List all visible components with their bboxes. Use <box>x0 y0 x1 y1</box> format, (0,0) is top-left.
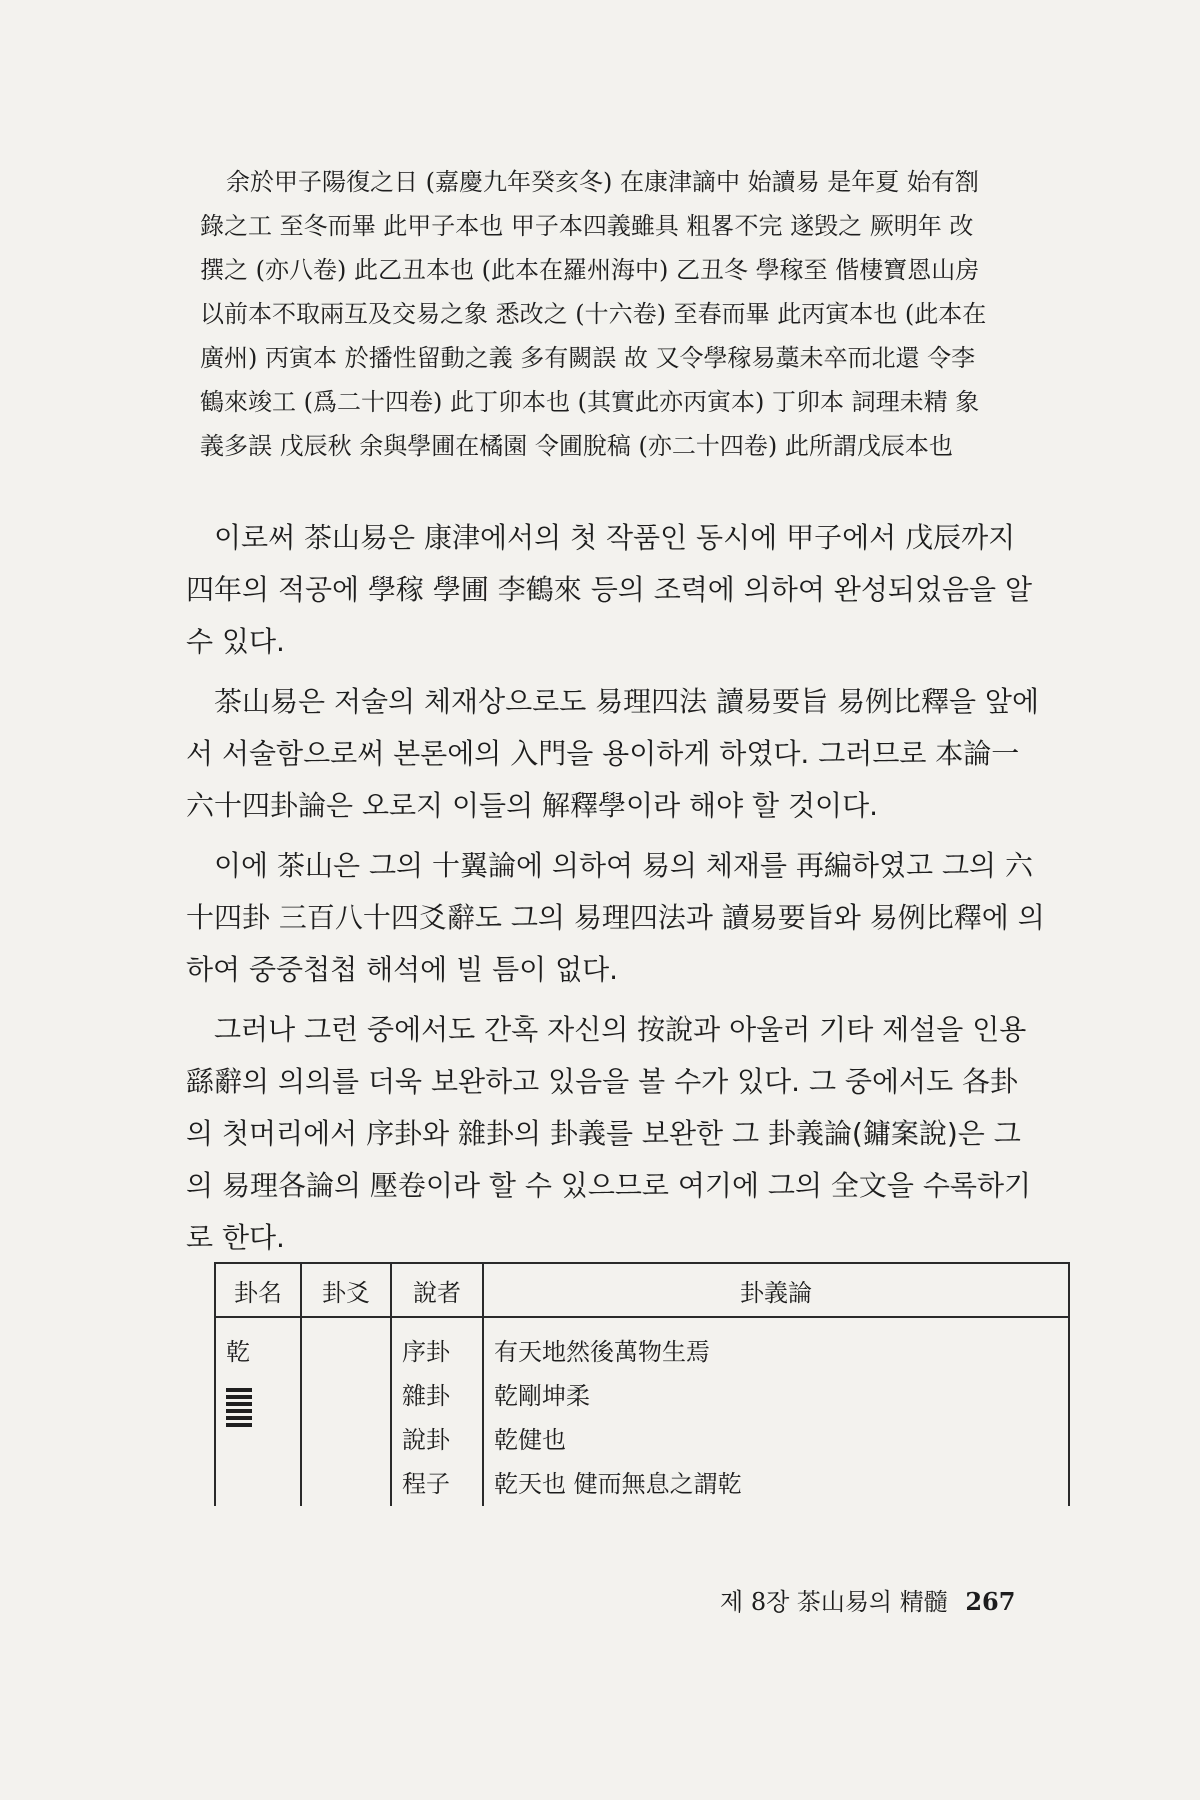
body-text <box>186 512 1086 1272</box>
qian-hexagram-icon <box>226 1388 290 1427</box>
body-line: 四年의 적공에 學稼 學圃 李鶴來 등의 조력에 의하여 완성되었음을 알 <box>186 573 1033 606</box>
body-line: 이에 茶山은 그의 十翼論에 의하여 易의 체재를 再編하였고 그의 六 <box>214 849 1033 882</box>
meaning-cell <box>483 1317 1069 1506</box>
body-line: 繇辭의 의의를 더욱 보완하고 있음을 볼 수가 있다. 그 중에서도 各卦 <box>186 1065 1019 1098</box>
classical-chinese-quotation <box>200 160 1080 468</box>
chapter-title: 제 8장 茶山易의 精髓 <box>720 1588 948 1616</box>
header-author: 說者 <box>391 1263 483 1317</box>
paragraph <box>186 1004 1086 1264</box>
body-line: 十四卦 三百八十四爻辭도 그의 易理四法과 讀易要旨와 易例比釋에 의 <box>186 901 1045 934</box>
body-line: 수 있다. <box>186 625 285 658</box>
body-line: 의 易理各論의 壓卷이라 할 수 있으므로 여기에 그의 全文을 수록하기 <box>186 1169 1032 1202</box>
body-line: 그러나 그런 중에서도 간혹 자신의 按說과 아울러 기타 제설을 인용 <box>214 1013 1027 1046</box>
paragraph <box>186 512 1086 668</box>
gua-name-cell <box>215 1317 301 1506</box>
page-number: 267 <box>965 1587 1016 1616</box>
header-gua-meaning: 卦義論 <box>483 1263 1069 1317</box>
author: 序卦 <box>402 1338 450 1366</box>
quote-line: 錄之工 至冬而畢 此甲子本也 甲子本四義雖具 粗畧不完 遂毁之 厥明年 改 <box>200 212 974 240</box>
author: 程子 <box>402 1470 450 1498</box>
author: 說卦 <box>402 1426 450 1454</box>
body-line: 하여 중중첩첩 해석에 빌 틈이 없다. <box>186 953 619 986</box>
table-row <box>215 1317 1069 1506</box>
body-line: 의 첫머리에서 序卦와 雜卦의 卦義를 보완한 그 卦義論(鏞案說)은 그 <box>186 1117 1021 1150</box>
quote-line: 廣州) 丙寅本 於播性留動之義 多有闕誤 故 又令學稼易藁未卒而北還 令李 <box>200 344 976 372</box>
body-line: 로 한다. <box>186 1221 285 1254</box>
header-gua-name: 卦名 <box>215 1263 301 1317</box>
meaning: 乾健也 <box>494 1426 566 1454</box>
gua-name: 乾 <box>226 1338 250 1366</box>
author-cell <box>391 1317 483 1506</box>
author: 雜卦 <box>402 1382 450 1410</box>
gua-meaning-table <box>214 1262 1070 1506</box>
quote-line: 撰之 (亦八卷) 此乙丑本也 (此本在羅州海中) 乙丑冬 學稼至 偕棲寶恩山房 <box>200 256 980 284</box>
body-line: 茶山易은 저술의 체재상으로도 易理四法 讀易要旨 易例比釋을 앞에 <box>214 685 1040 718</box>
gua-yao-cell <box>301 1317 391 1506</box>
meaning: 乾天也 健而無息之謂乾 <box>494 1470 742 1498</box>
header-gua-yao: 卦爻 <box>301 1263 391 1317</box>
page-footer <box>720 1582 1100 1617</box>
body-line: 六十四卦論은 오로지 이들의 解釋學이라 해야 할 것이다. <box>186 789 879 822</box>
meaning: 乾剛坤柔 <box>494 1382 590 1410</box>
body-line: 이로써 茶山易은 康津에서의 첫 작품인 동시에 甲子에서 戊辰까지 <box>214 521 1016 554</box>
paragraph <box>186 676 1086 832</box>
body-line: 서 서술함으로써 본론에의 入門을 용이하게 하였다. 그러므로 本論一 <box>186 737 1020 770</box>
paragraph <box>186 840 1086 996</box>
quote-line: 以前本不取兩互及交易之象 悉改之 (十六卷) 至春而畢 此丙寅本也 (此本在 <box>200 300 987 328</box>
table-header-row <box>215 1263 1069 1317</box>
quote-line: 義多誤 戊辰秋 余與學圃在橘園 令圃脫稿 (亦二十四卷) 此所謂戊辰本也 <box>200 432 953 460</box>
quote-line: 鶴來竣工 (爲二十四卷) 此丁卯本也 (其實此亦丙寅本) 丁卯本 詞理未精 象 <box>200 388 980 416</box>
quote-line: 余於甲子陽復之日 (嘉慶九年癸亥冬) 在康津謫中 始讀易 是年夏 始有劄 <box>226 168 979 196</box>
meaning: 有天地然後萬物生焉 <box>494 1338 710 1366</box>
